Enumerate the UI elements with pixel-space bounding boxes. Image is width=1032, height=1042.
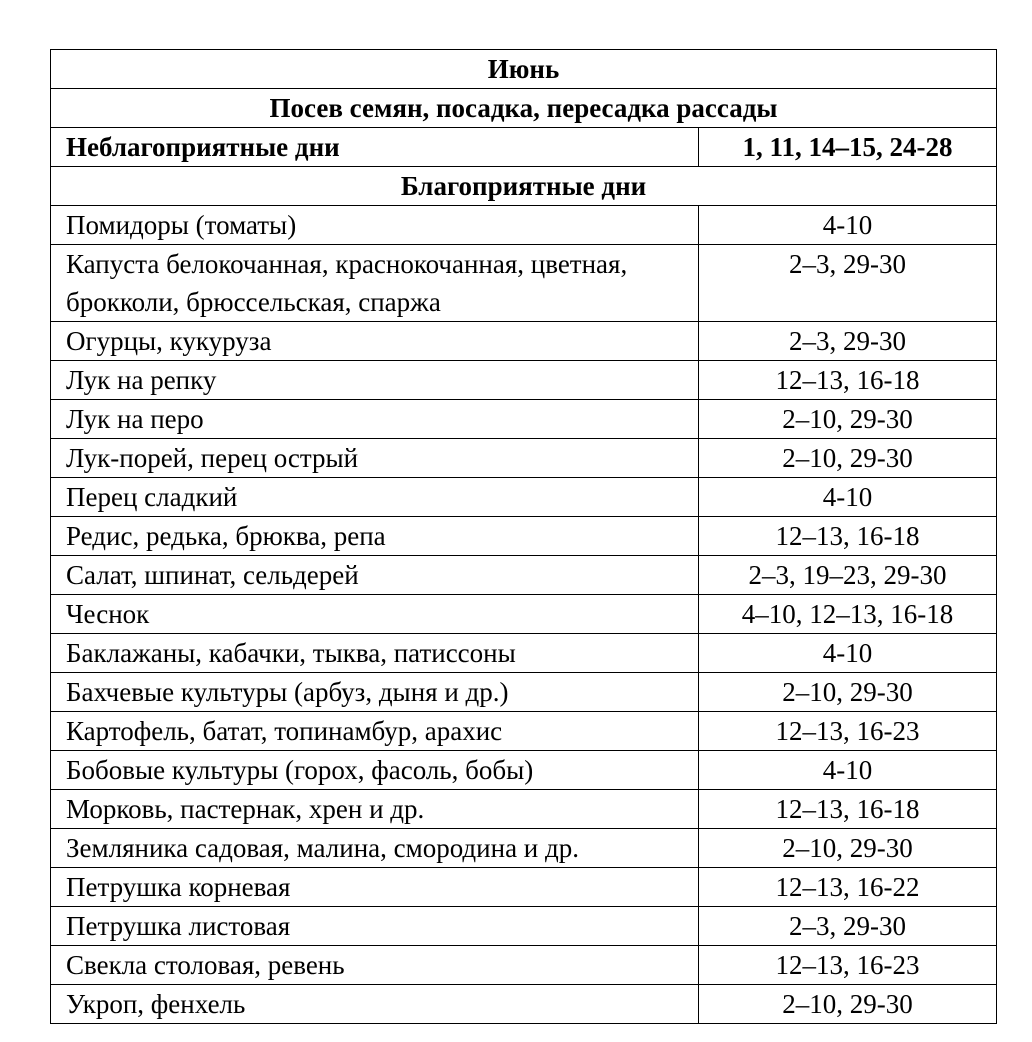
favorable-days: 2–3, 19–23, 29-30 xyxy=(699,556,997,595)
favorable-days: 12–13, 16-23 xyxy=(699,946,997,985)
crop-name: Помидоры (томаты) xyxy=(51,206,699,245)
favorable-days: 12–13, 16-18 xyxy=(699,361,997,400)
crop-name: Лук на репку xyxy=(51,361,699,400)
table-row xyxy=(51,361,997,400)
unfavorable-days: 1, 11, 14–15, 24-28 xyxy=(699,128,997,167)
crop-name: Петрушка корневая xyxy=(51,868,699,907)
crop-name: Укроп, фенхель xyxy=(51,985,699,1024)
crop-name: Петрушка листовая xyxy=(51,907,699,946)
unfavorable-row xyxy=(51,128,997,167)
favorable-days: 2–10, 29-30 xyxy=(699,985,997,1024)
table-row xyxy=(51,478,997,517)
favorable-days: 12–13, 16-22 xyxy=(699,868,997,907)
crop-name: Огурцы, кукуруза xyxy=(51,322,699,361)
table-row xyxy=(51,634,997,673)
favorable-title: Благоприятные дни xyxy=(51,167,997,206)
favorable-days: 2–10, 29-30 xyxy=(699,673,997,712)
favorable-days: 12–13, 16-18 xyxy=(699,517,997,556)
crop-name: Картофель, батат, топинамбур, арахис xyxy=(51,712,699,751)
table-row xyxy=(51,517,997,556)
favorable-days: 4–10, 12–13, 16-18 xyxy=(699,595,997,634)
table-row xyxy=(51,439,997,478)
favorable-days: 2–10, 29-30 xyxy=(699,400,997,439)
table-row xyxy=(51,595,997,634)
crop-name: Капуста белокочанная, краснокочанная, цветная, брокколи, брюссельская, спаржа xyxy=(51,245,699,322)
month-title: Июнь xyxy=(51,50,997,89)
favorable-days: 4-10 xyxy=(699,634,997,673)
crop-name: Лук на перо xyxy=(51,400,699,439)
table-row xyxy=(51,400,997,439)
table-row xyxy=(51,868,997,907)
section-row xyxy=(51,89,997,128)
crop-name: Перец сладкий xyxy=(51,478,699,517)
table-row xyxy=(51,245,997,322)
crop-name: Морковь, пастернак, хрен и др. xyxy=(51,790,699,829)
favorable-days: 12–13, 16-23 xyxy=(699,712,997,751)
table-row xyxy=(51,206,997,245)
favorable-days: 2–3, 29-30 xyxy=(699,322,997,361)
crop-name: Свекла столовая, ревень xyxy=(51,946,699,985)
table-row xyxy=(51,946,997,985)
unfavorable-label: Неблагоприятные дни xyxy=(51,128,699,167)
favorable-days: 2–3, 29-30 xyxy=(699,907,997,946)
month-row xyxy=(51,50,997,89)
favorable-days: 12–13, 16-18 xyxy=(699,790,997,829)
crop-name: Земляника садовая, малина, смородина и др. xyxy=(51,829,699,868)
table-row xyxy=(51,556,997,595)
crop-name: Баклажаны, кабачки, тыква, патиссоны xyxy=(51,634,699,673)
favorable-days: 2–10, 29-30 xyxy=(699,439,997,478)
section-title: Посев семян, посадка, пересадка рассады xyxy=(51,89,997,128)
planting-calendar-table xyxy=(50,49,997,1024)
favorable-days: 2–10, 29-30 xyxy=(699,829,997,868)
crop-name: Салат, шпинат, сельдерей xyxy=(51,556,699,595)
table-row xyxy=(51,790,997,829)
favorable-days: 4-10 xyxy=(699,206,997,245)
table-row xyxy=(51,751,997,790)
crop-name: Чеснок xyxy=(51,595,699,634)
table-row xyxy=(51,985,997,1024)
crop-name: Бахчевые культуры (арбуз, дыня и др.) xyxy=(51,673,699,712)
table-row xyxy=(51,907,997,946)
crop-name: Редис, редька, брюква, репа xyxy=(51,517,699,556)
crop-name: Лук-порей, перец острый xyxy=(51,439,699,478)
table-row xyxy=(51,322,997,361)
table-row xyxy=(51,673,997,712)
favorable-days: 4-10 xyxy=(699,478,997,517)
table-row xyxy=(51,829,997,868)
favorable-days: 4-10 xyxy=(699,751,997,790)
favorable-header-row xyxy=(51,167,997,206)
table-row xyxy=(51,712,997,751)
favorable-days: 2–3, 29-30 xyxy=(699,245,997,322)
crop-name: Бобовые культуры (горох, фасоль, бобы) xyxy=(51,751,699,790)
